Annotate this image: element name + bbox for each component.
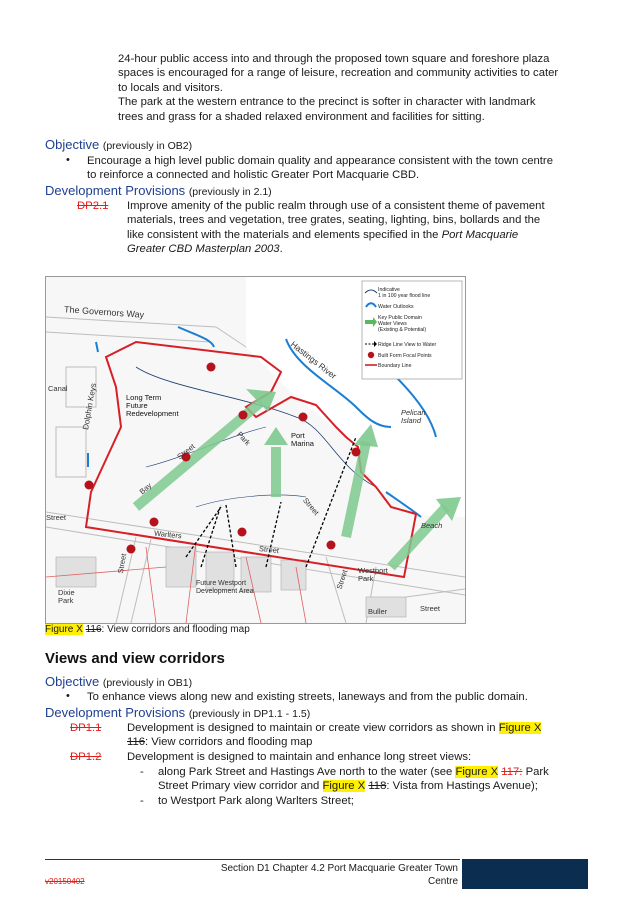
intro-line: The park at the western entrance to the precinct is softer in character with landmark bbox=[118, 96, 536, 109]
footer-section bbox=[140, 862, 458, 888]
focal-point-icon bbox=[368, 352, 374, 358]
figure-link[interactable]: Figure X bbox=[322, 780, 366, 793]
provision-code: DP1.1 bbox=[70, 722, 102, 734]
view-arrow-icon bbox=[373, 317, 377, 327]
sub-item bbox=[158, 765, 598, 794]
objective-note: (previously in OB1) bbox=[102, 677, 193, 689]
map-label-group bbox=[291, 432, 314, 448]
intro-line: spaces is encouraged for a range of leisure, recreation and community activities to cater bbox=[118, 67, 559, 80]
legend-views bbox=[378, 315, 426, 333]
legend-text: (Existing & Potential) bbox=[378, 327, 427, 333]
objective-label: Objective bbox=[45, 137, 100, 152]
figure-link[interactable]: Figure X bbox=[498, 722, 542, 734]
ridge-line-icon bbox=[374, 341, 377, 347]
figure-caption bbox=[45, 624, 250, 635]
flood-line-icon bbox=[365, 290, 377, 293]
sub-dash: - bbox=[140, 795, 144, 807]
map-label: Bay bbox=[137, 480, 154, 497]
provision-line-text: like consistent with the materials and elements specified in the bbox=[127, 228, 439, 241]
provisions-note: (previously in 2.1) bbox=[188, 186, 272, 198]
map-label: Warlters bbox=[153, 528, 183, 541]
intro-line: trees and grass for a shaded relaxed environment and facilities for sitting. bbox=[118, 110, 485, 123]
provision-line-text: : View corridors and flooding map bbox=[145, 736, 313, 749]
map-label-group bbox=[196, 580, 254, 596]
map-label: Street bbox=[420, 604, 441, 613]
footer-rule bbox=[45, 859, 460, 860]
provision-text bbox=[127, 721, 597, 750]
section-title: Views and view corridors bbox=[45, 650, 225, 667]
sub-item-text: along Park Street and Hastings Ave north to the water (see bbox=[158, 766, 453, 778]
map-label: Dixie bbox=[58, 588, 75, 597]
provisions-label: Development Provisions bbox=[45, 705, 186, 720]
map-label: Pelican bbox=[401, 408, 426, 417]
map-label: Street bbox=[46, 513, 67, 522]
provision-line: Improve amenity of the public realm through use of a consistent theme of pavement bbox=[127, 200, 545, 212]
bullet-line: to reinforce a connected and holistic Greater Port Macquarie CBD. bbox=[87, 169, 420, 182]
view-corridors-map bbox=[45, 276, 466, 624]
map-label: Future Westport bbox=[196, 580, 247, 587]
intro-line: 24-hour public access into and through the proposed town square and foreshore plaza bbox=[118, 53, 550, 65]
flood-line bbox=[196, 495, 306, 507]
figure-label: Figure X bbox=[45, 624, 83, 635]
map-label: Street bbox=[258, 543, 280, 556]
map-label-group bbox=[401, 409, 426, 425]
map-label-group bbox=[58, 589, 75, 605]
provision-line-end: . bbox=[279, 243, 283, 256]
footer-line: Centre bbox=[427, 876, 458, 887]
legend-focal: Built Form Focal Points bbox=[378, 353, 432, 359]
map-label: Street bbox=[175, 441, 197, 462]
map-label: Park bbox=[358, 574, 374, 583]
map-label: Dolphin Keys bbox=[81, 382, 99, 431]
legend-symbols bbox=[364, 285, 378, 377]
objective-note: (previously in OB2) bbox=[102, 140, 193, 152]
map-label-group bbox=[126, 394, 179, 418]
intro-line: to locals and visitors. bbox=[118, 81, 223, 94]
figure-old-number: 116 bbox=[127, 736, 146, 749]
intro-paragraph bbox=[118, 52, 598, 124]
provision-text: Development is designed to maintain and enhance long street views: bbox=[127, 751, 472, 763]
figure-link[interactable]: Figure X bbox=[455, 766, 499, 778]
legend-boundary: Boundary Line bbox=[378, 363, 412, 369]
objective-heading bbox=[45, 137, 192, 154]
objective-label: Objective bbox=[45, 674, 100, 689]
sub-item-text: Park bbox=[525, 766, 549, 778]
map-label: Street bbox=[334, 568, 350, 591]
figure-caption-text: : View corridors and flooding map bbox=[101, 624, 250, 635]
provision-doc-title: Port Macquarie bbox=[441, 228, 519, 241]
provisions-heading bbox=[45, 183, 272, 200]
footer-block bbox=[462, 859, 588, 889]
provision-line bbox=[127, 242, 597, 256]
figure-old-number: 117: bbox=[501, 766, 523, 778]
map-label: Development Area bbox=[196, 588, 254, 595]
map-label: Park bbox=[235, 429, 253, 448]
map-label: Island bbox=[401, 416, 422, 425]
legend-ridge: Ridge Line View to Water bbox=[378, 342, 437, 348]
map-label: Marina bbox=[291, 439, 314, 448]
map-label: Port bbox=[291, 431, 305, 440]
legend-flood bbox=[378, 287, 430, 299]
sub-dash: - bbox=[140, 766, 144, 778]
bullet-dot: • bbox=[66, 690, 70, 702]
provisions-heading bbox=[45, 705, 310, 722]
map-legend bbox=[362, 281, 462, 379]
provision-line-text: Development is designed to maintain or create view corridors as shown in bbox=[127, 722, 496, 734]
objective-bullet bbox=[87, 154, 597, 183]
map-label-group bbox=[358, 567, 388, 583]
bullet-line: Encourage a high level public domain quality and appearance consistent with the town centre bbox=[87, 155, 553, 167]
provisions-note: (previously in DP1.1 - 1.5) bbox=[188, 708, 311, 720]
footer-version: v20150402 bbox=[45, 877, 85, 886]
map-label: The Governors Way bbox=[63, 304, 145, 320]
map-label: Redevelopment bbox=[126, 409, 179, 418]
sub-item-line bbox=[158, 765, 598, 779]
map-label: Street bbox=[115, 552, 129, 575]
map-label: Westport bbox=[358, 566, 388, 575]
provision-line bbox=[127, 735, 597, 749]
sub-item-text: : Vista from Hastings Avenue); bbox=[386, 780, 538, 793]
map-label: Canal bbox=[48, 384, 68, 393]
provision-line bbox=[127, 721, 597, 735]
provision-line: materials, trees and vegetation, tree grates, seating, lighting, bins, bollards and the bbox=[127, 214, 541, 227]
sub-item: to Westport Park along Warlters Street; bbox=[158, 795, 354, 807]
objective-bullet: To enhance views along new and existing streets, laneways and from the public domain. bbox=[87, 691, 528, 703]
map-label: Hastings River bbox=[288, 339, 339, 381]
provision-line bbox=[127, 228, 597, 242]
map-label: Buller bbox=[368, 607, 388, 616]
legend-text: Key Public Domain bbox=[378, 315, 422, 321]
footer-line: Section D1 Chapter 4.2 Port Macquarie Greater Town bbox=[220, 863, 458, 874]
map-label: Long Term bbox=[126, 393, 162, 402]
provision-code: DP2.1 bbox=[77, 200, 109, 212]
map-label: Future bbox=[126, 401, 148, 410]
provision-text bbox=[127, 199, 597, 257]
provision-code: DP1.2 bbox=[70, 751, 102, 763]
sub-item-line bbox=[158, 779, 598, 793]
objective-heading bbox=[45, 674, 192, 691]
figure-old-number: 118 bbox=[368, 780, 387, 793]
map-label: Beach bbox=[421, 521, 443, 530]
figure-old-number: 116 bbox=[85, 624, 102, 635]
map-label: Street bbox=[301, 495, 321, 518]
legend-text: 1 in 100 year flood line bbox=[378, 293, 431, 299]
provisions-label: Development Provisions bbox=[45, 183, 186, 198]
sub-item-text: Street Primary view corridor and bbox=[158, 780, 320, 793]
bullet-dot: • bbox=[66, 154, 70, 166]
map-label: Park bbox=[58, 596, 74, 605]
water-outlook-icon bbox=[366, 303, 376, 307]
provision-doc-title: Greater CBD Masterplan 2003 bbox=[127, 243, 280, 256]
legend-text: Indicative bbox=[378, 287, 400, 293]
legend-outlooks: Water Outlooks bbox=[378, 304, 414, 310]
legend-text: Water Views bbox=[378, 321, 407, 327]
